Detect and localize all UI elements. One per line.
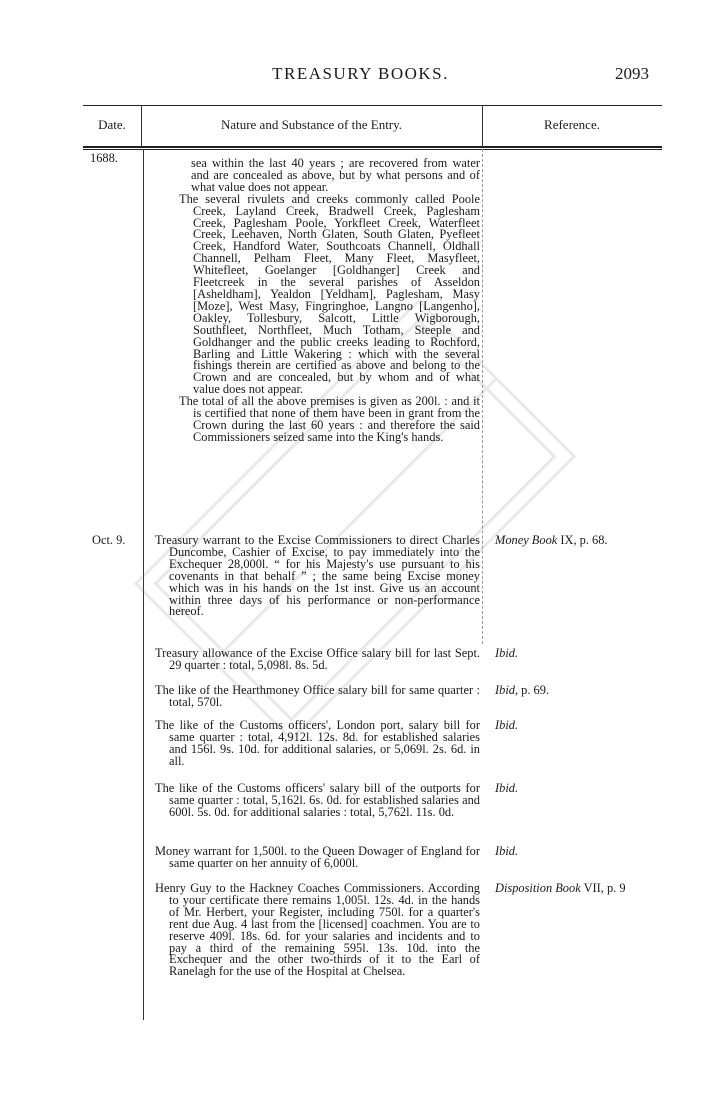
reference-book: Money Book xyxy=(495,533,558,547)
page-header xyxy=(0,64,721,90)
continued-paragraph: The several rivulets and creeks commonly called Poole Creek, Layland Creek, Bradwell Creek, Paglesham Creek, Paglesham Poole, Yorkfleet Creek, Waterfleet Creek, Leehaven, North Glaten, South Glaten, Pyefleet Creek, Handford Water, Southcoats Channell, Oldhall Channell, Pelham Fleet, Many Fleet, Masyfleet, Whitefleet, Goelanger [Goldhanger] Creek and Fleetcreek in the several parishes of Asseldon [Asheldham], Yealdon [Yeldham], Paglesham, Masy [Moze], West Masy, Fingringhoe, Langno [Langenho], Oakley, Tollesbury, Salcott, Little Wigborough, Southfleet, Northfleet, Much Totham, Steeple and Goldhanger and the public creeks leading to Rochford, Barling and Little Wakering : which with the several fishings therein are certified as above and belong to the Crown and are concealed, but by whom and of what value does not appear. xyxy=(179,191,480,397)
reference-book: Ibid. xyxy=(495,646,519,660)
reference-book: Ibid. xyxy=(495,781,519,795)
entry-text xyxy=(155,883,480,978)
reference-page: VII, p. 9 xyxy=(580,881,626,895)
entry-reference xyxy=(495,533,608,548)
entry-text xyxy=(155,685,480,709)
table-top-rule xyxy=(83,105,662,106)
entry-text xyxy=(155,846,480,870)
header-rule xyxy=(83,146,662,148)
entry-reference xyxy=(495,683,549,698)
column-header-nature: Nature and Substance of the Entry. xyxy=(220,117,403,132)
entry-paragraph: The like of the Hearthmoney Office salary bill for same quarter : total, 570l. xyxy=(155,683,480,709)
entry-year: 1688. xyxy=(90,151,118,165)
reference-book: Ibid xyxy=(495,683,515,697)
continued-paragraph: The total of all the above premises is given as 200l. : and it is certified that none of them have been in grant from the Crown during the last 60 years : and therefore the said Commissioners seized same into the King's hands. xyxy=(179,394,480,444)
entry-text xyxy=(155,720,480,768)
entry-paragraph: Henry Guy to the Hackney Coaches Commissioners. According to your certificate there remains 1,005l. 12s. 4d. in the hands of Mr. Herbert, your Register, including 750l. for a quarter's rent due Aug. 4 last from the [licensed] coachmen. You are to reserve 409l. 18s. 6d. for your salaries and incidents and to pay a third of the remaining 595l. 13s. 10d. into the Exchequer and the other two-thirds of it to the Earl of Ranelagh for the use of the Hospital at Chelsea. xyxy=(155,881,480,979)
reference-book: Ibid. xyxy=(495,718,519,732)
column-header-date: Date. xyxy=(98,117,126,132)
reference-book: Ibid. xyxy=(495,844,519,858)
entry-text xyxy=(155,535,480,618)
header-rule-thin xyxy=(83,149,662,150)
entry-reference xyxy=(495,881,626,896)
entry-reference xyxy=(495,844,518,859)
reference-book: Disposition Book xyxy=(495,881,581,895)
continued-paragraph: sea within the last 40 years ; are recovered from water and are concealed as above, but by what persons and of what value does not appear. xyxy=(191,156,480,194)
entry-paragraph: Money warrant for 1,500l. to the Queen Dowager of England for same quarter on her annuity of 6,000l. xyxy=(155,844,480,870)
entry-reference xyxy=(495,781,518,796)
entry-paragraph: Treasury warrant to the Excise Commissioners to direct Charles Duncombe, Cashier of Excise, to pay immediately into the Exchequer 28,000l. “ for his Majesty's use pursuant to his covenants in that behalf ” ; the same being Excise money which was in his hands on the 1st inst. Give us an account within three days of his performance or non-performance hereof. xyxy=(155,533,480,619)
entry-reference xyxy=(495,646,518,661)
running-title: TREASURY BOOKS. xyxy=(272,64,449,83)
entry-reference xyxy=(495,718,518,733)
entry-text xyxy=(155,783,480,819)
entry-text xyxy=(155,648,480,672)
entry-paragraph: The like of the Customs officers', London port, salary bill for same quarter : total, 4,912l. 12s. 8d. for established salaries and 156l. 9s. 10d. for additional salaries, or 5,069l. 2s. 6d. in all. xyxy=(155,718,480,768)
column-header-reference: Reference. xyxy=(544,117,600,132)
column-divider xyxy=(482,149,483,644)
reference-page: , p. 69. xyxy=(514,683,550,697)
page-number: 2093 xyxy=(615,64,649,83)
entry-paragraph: The like of the Customs officers' salary bill of the outports for same quarter : total, 5,162l. 6s. 0d. for established salaries and 600l. 5s. 0d. for additional salaries : total, 5,762l. 11s. 0d. xyxy=(155,781,480,819)
reference-page: IX, p. 68. xyxy=(557,533,608,547)
entry-paragraph: Treasury allowance of the Excise Office salary bill for last Sept. 29 quarter : total, 5,098l. 8s. 5d. xyxy=(155,646,480,672)
continued-entry xyxy=(155,158,480,444)
column-divider xyxy=(143,149,144,1020)
entry-date: Oct. 9. xyxy=(92,533,126,547)
